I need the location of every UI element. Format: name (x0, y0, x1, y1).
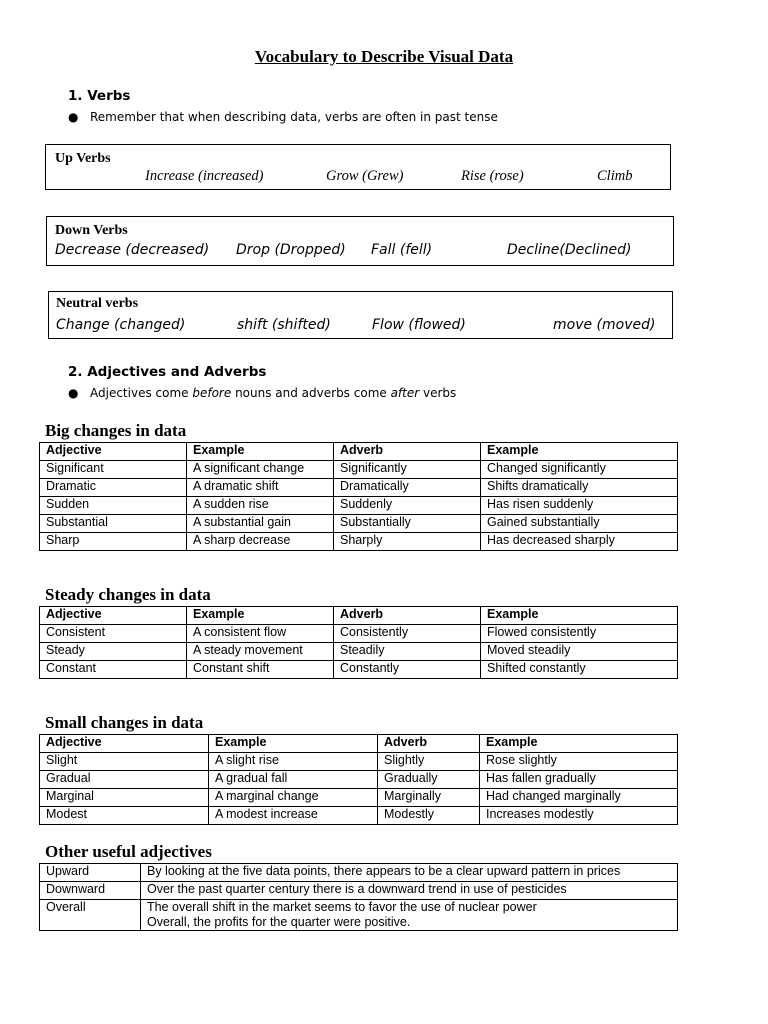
small-changes-heading: Small changes in data (45, 713, 204, 732)
neutral-verb-word: Flow (flowed) (372, 317, 466, 333)
header-cell: Example (481, 607, 678, 625)
table-cell: Suddenly (334, 497, 481, 515)
table-cell: Slight (40, 753, 209, 771)
neutral-verbs-title: Neutral verbs (56, 296, 139, 311)
header-cell: Example (209, 735, 378, 753)
table-cell: Overall (40, 900, 141, 931)
section-verbs-heading: 1. Verbs (68, 88, 131, 104)
table-cell: Steadily (334, 643, 481, 661)
example-sentence: Overall, the profits for the quarter were positive. (147, 915, 411, 929)
table-cell: A significant change (187, 461, 334, 479)
table-row (40, 515, 678, 533)
up-verb-word: Rise (rose) (461, 168, 524, 184)
down-verbs-box (46, 216, 674, 266)
table-cell: A marginal change (209, 789, 378, 807)
header-cell: Adverb (378, 735, 480, 753)
steady-changes-heading: Steady changes in data (45, 585, 211, 604)
table-header-row (40, 607, 678, 625)
table-row (40, 643, 678, 661)
table-cell: A sudden rise (187, 497, 334, 515)
table-cell: Modest (40, 807, 209, 825)
neutral-verb-word: Change (changed) (56, 317, 186, 333)
header-cell: Adverb (334, 443, 481, 461)
table-row (40, 625, 678, 643)
table-cell: Constant (40, 661, 187, 679)
header-cell: Example (481, 443, 678, 461)
table-cell: Increases modestly (480, 807, 678, 825)
other-adjectives-table (39, 863, 678, 931)
down-verb-word: Fall (fell) (371, 242, 433, 258)
table-row (40, 497, 678, 515)
header-cell: Adjective (40, 443, 187, 461)
down-verb-word: Drop (Dropped) (236, 242, 346, 258)
section-adjectives-heading: 2. Adjectives and Adverbs (68, 364, 267, 380)
table-cell: A dramatic shift (187, 479, 334, 497)
header-cell: Example (480, 735, 678, 753)
table-cell: Gradually (378, 771, 480, 789)
table-cell: Shifted constantly (481, 661, 678, 679)
neutral-verb-word: move (moved) (553, 317, 656, 333)
table-row (40, 864, 678, 882)
table-cell: Gained substantially (481, 515, 678, 533)
table-cell: Significant (40, 461, 187, 479)
steady-changes-table (39, 606, 678, 679)
table-cell: Significantly (334, 461, 481, 479)
table-cell: Shifts dramatically (481, 479, 678, 497)
table-row (40, 771, 678, 789)
table-row (40, 882, 678, 900)
other-adjectives-heading: Other useful adjectives (45, 842, 212, 861)
header-cell: Example (187, 607, 334, 625)
table-row (40, 661, 678, 679)
up-verbs-title: Up Verbs (55, 151, 111, 166)
table-cell: Changed significantly (481, 461, 678, 479)
table-cell: Sharply (334, 533, 481, 551)
down-verbs-title: Down Verbs (55, 223, 128, 238)
header-cell: Adjective (40, 607, 187, 625)
table-cell: Has fallen gradually (480, 771, 678, 789)
table-cell: Marginal (40, 789, 209, 807)
table-cell: By looking at the five data points, there appears to be a clear upward pattern in prices (141, 864, 678, 882)
adjectives-bullet: ● Adjectives come before nouns and adverbs come after verbs (68, 386, 457, 400)
table-cell: Moved steadily (481, 643, 678, 661)
table-cell: Constant shift (187, 661, 334, 679)
example-sentence: The overall shift in the market seems to favor the use of nuclear power (147, 900, 537, 914)
header-cell: Example (187, 443, 334, 461)
table-header-row (40, 443, 678, 461)
table-row (40, 533, 678, 551)
table-cell: Modestly (378, 807, 480, 825)
document-title: Vocabulary to Describe Visual Data (254, 47, 514, 66)
up-verb-word: Increase (increased) (145, 168, 264, 184)
table-cell: Upward (40, 864, 141, 882)
table-cell: Substantially (334, 515, 481, 533)
table-cell: Sudden (40, 497, 187, 515)
table-cell: Gradual (40, 771, 209, 789)
table-cell (141, 900, 678, 931)
table-cell: Steady (40, 643, 187, 661)
table-cell: Consistent (40, 625, 187, 643)
table-cell: Dramatically (334, 479, 481, 497)
table-cell: Dramatic (40, 479, 187, 497)
table-cell: A slight rise (209, 753, 378, 771)
table-cell: A sharp decrease (187, 533, 334, 551)
header-cell: Adjective (40, 735, 209, 753)
table-row (40, 461, 678, 479)
up-verbs-box (45, 144, 671, 190)
small-changes-table (39, 734, 678, 825)
table-cell: Slightly (378, 753, 480, 771)
table-cell: Rose slightly (480, 753, 678, 771)
table-cell: A modest increase (209, 807, 378, 825)
table-cell: Constantly (334, 661, 481, 679)
table-header-row (40, 735, 678, 753)
table-cell: Downward (40, 882, 141, 900)
verbs-bullet: ● Remember that when describing data, verbs are often in past tense (68, 110, 498, 124)
table-cell: A consistent flow (187, 625, 334, 643)
down-verb-word: Decrease (decreased) (55, 242, 210, 258)
down-verb-word: Decline(Declined) (507, 242, 632, 258)
table-cell: Substantial (40, 515, 187, 533)
table-row (40, 900, 678, 931)
table-cell: Consistently (334, 625, 481, 643)
table-cell: Sharp (40, 533, 187, 551)
neutral-verbs-box (48, 291, 673, 339)
table-cell: Over the past quarter century there is a downward trend in use of pesticides (141, 882, 678, 900)
table-cell: A substantial gain (187, 515, 334, 533)
table-cell: Has risen suddenly (481, 497, 678, 515)
big-changes-heading: Big changes in data (45, 421, 187, 440)
table-cell: A gradual fall (209, 771, 378, 789)
table-row (40, 753, 678, 771)
table-row (40, 479, 678, 497)
neutral-verb-word: shift (shifted) (237, 317, 331, 333)
table-cell: Marginally (378, 789, 480, 807)
up-verb-word: Climb (597, 168, 633, 184)
table-cell: Has decreased sharply (481, 533, 678, 551)
big-changes-table (39, 442, 678, 551)
table-row (40, 789, 678, 807)
header-cell: Adverb (334, 607, 481, 625)
up-verb-word: Grow (Grew) (326, 168, 404, 184)
table-cell: Flowed consistently (481, 625, 678, 643)
table-cell: A steady movement (187, 643, 334, 661)
table-row (40, 807, 678, 825)
table-cell: Had changed marginally (480, 789, 678, 807)
